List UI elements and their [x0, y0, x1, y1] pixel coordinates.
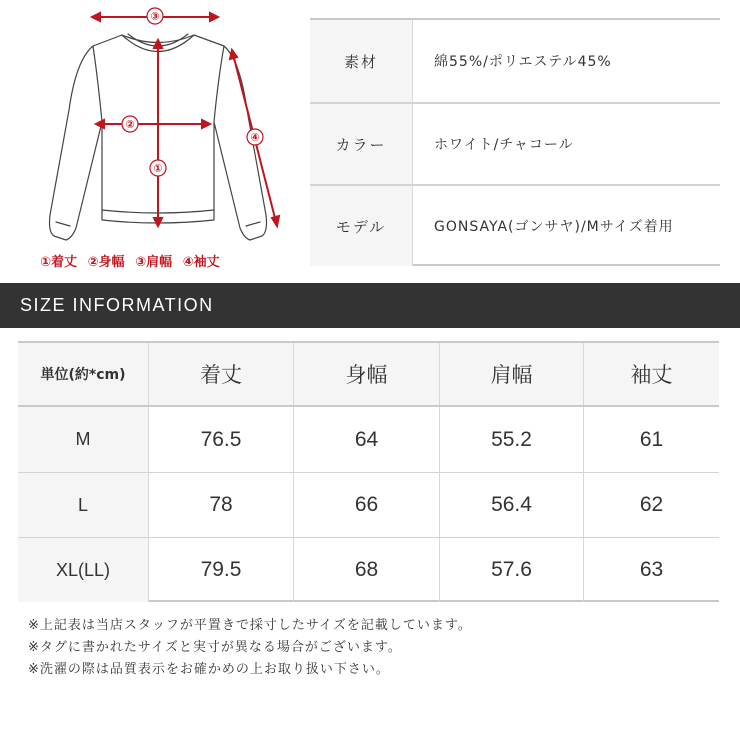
spec-value: GONSAYA(ゴンサヤ)/Mサイズ着用 — [434, 219, 674, 235]
legend-length: ①着丈 — [40, 255, 78, 270]
marker-1: ① — [153, 162, 163, 175]
header-shoulder-width: 肩幅 — [440, 343, 584, 405]
size-label: L — [18, 473, 149, 537]
note-3: ※洗濯の際は品質表示をお確かめの上お取り扱い下さい。 — [28, 662, 390, 677]
table-cell: 64 — [294, 407, 440, 472]
legend-body-width: ②身幅 — [87, 255, 125, 270]
section-header — [0, 283, 740, 328]
note-1: ※上記表は当店スタッフが平置きで採寸したサイズを記載しています。 — [28, 618, 472, 633]
table-cell: 55.2 — [440, 407, 584, 472]
table-cell: 57.6 — [440, 538, 584, 602]
table-row — [18, 538, 719, 602]
table-row — [18, 407, 719, 473]
header-body-width: 身幅 — [294, 343, 440, 405]
size-label: M — [18, 407, 149, 472]
spec-row-model — [310, 184, 720, 266]
table-cell: 56.4 — [440, 473, 584, 537]
header-unit: 単位(約*cm) — [18, 343, 149, 405]
marker-4: ④ — [250, 131, 260, 144]
table-cell: 78 — [149, 473, 294, 537]
spec-value: ホワイト/チャコール — [434, 137, 574, 153]
diagram-legend — [40, 251, 280, 270]
table-row — [18, 473, 719, 538]
table-cell: 76.5 — [149, 407, 294, 472]
section-title: SIZE INFORMATION — [20, 295, 214, 315]
note-2: ※タグに書かれたサイズと実寸が異なる場合がございます。 — [28, 640, 402, 655]
table-cell: 68 — [294, 538, 440, 602]
garment-diagram — [0, 0, 300, 280]
table-cell: 62 — [639, 493, 664, 516]
size-label: XL(LL) — [18, 538, 149, 602]
legend-shoulder-width: ③肩幅 — [135, 255, 173, 270]
table-cell: 79.5 — [149, 538, 294, 602]
table-cell: 63 — [639, 558, 664, 581]
spec-label: モデル — [310, 186, 413, 266]
marker-2: ② — [125, 118, 135, 131]
sweatshirt-outline-icon — [0, 0, 300, 250]
header-length: 着丈 — [149, 343, 294, 405]
table-cell: 66 — [294, 473, 440, 537]
spec-label: 素材 — [310, 20, 413, 102]
table-header-row — [18, 343, 719, 407]
legend-sleeve-length: ④袖丈 — [182, 255, 220, 270]
size-table — [18, 341, 719, 602]
spec-value: 綿55%/ポリエステル45% — [434, 54, 612, 70]
spec-label: カラー — [310, 104, 413, 184]
table-cell: 61 — [639, 427, 664, 451]
marker-3: ③ — [150, 10, 160, 23]
spec-row-color — [310, 102, 720, 184]
notes — [28, 615, 728, 681]
header-sleeve-length: 袖丈 — [630, 363, 673, 387]
spec-row-material — [310, 20, 720, 102]
spec-table — [310, 18, 720, 266]
